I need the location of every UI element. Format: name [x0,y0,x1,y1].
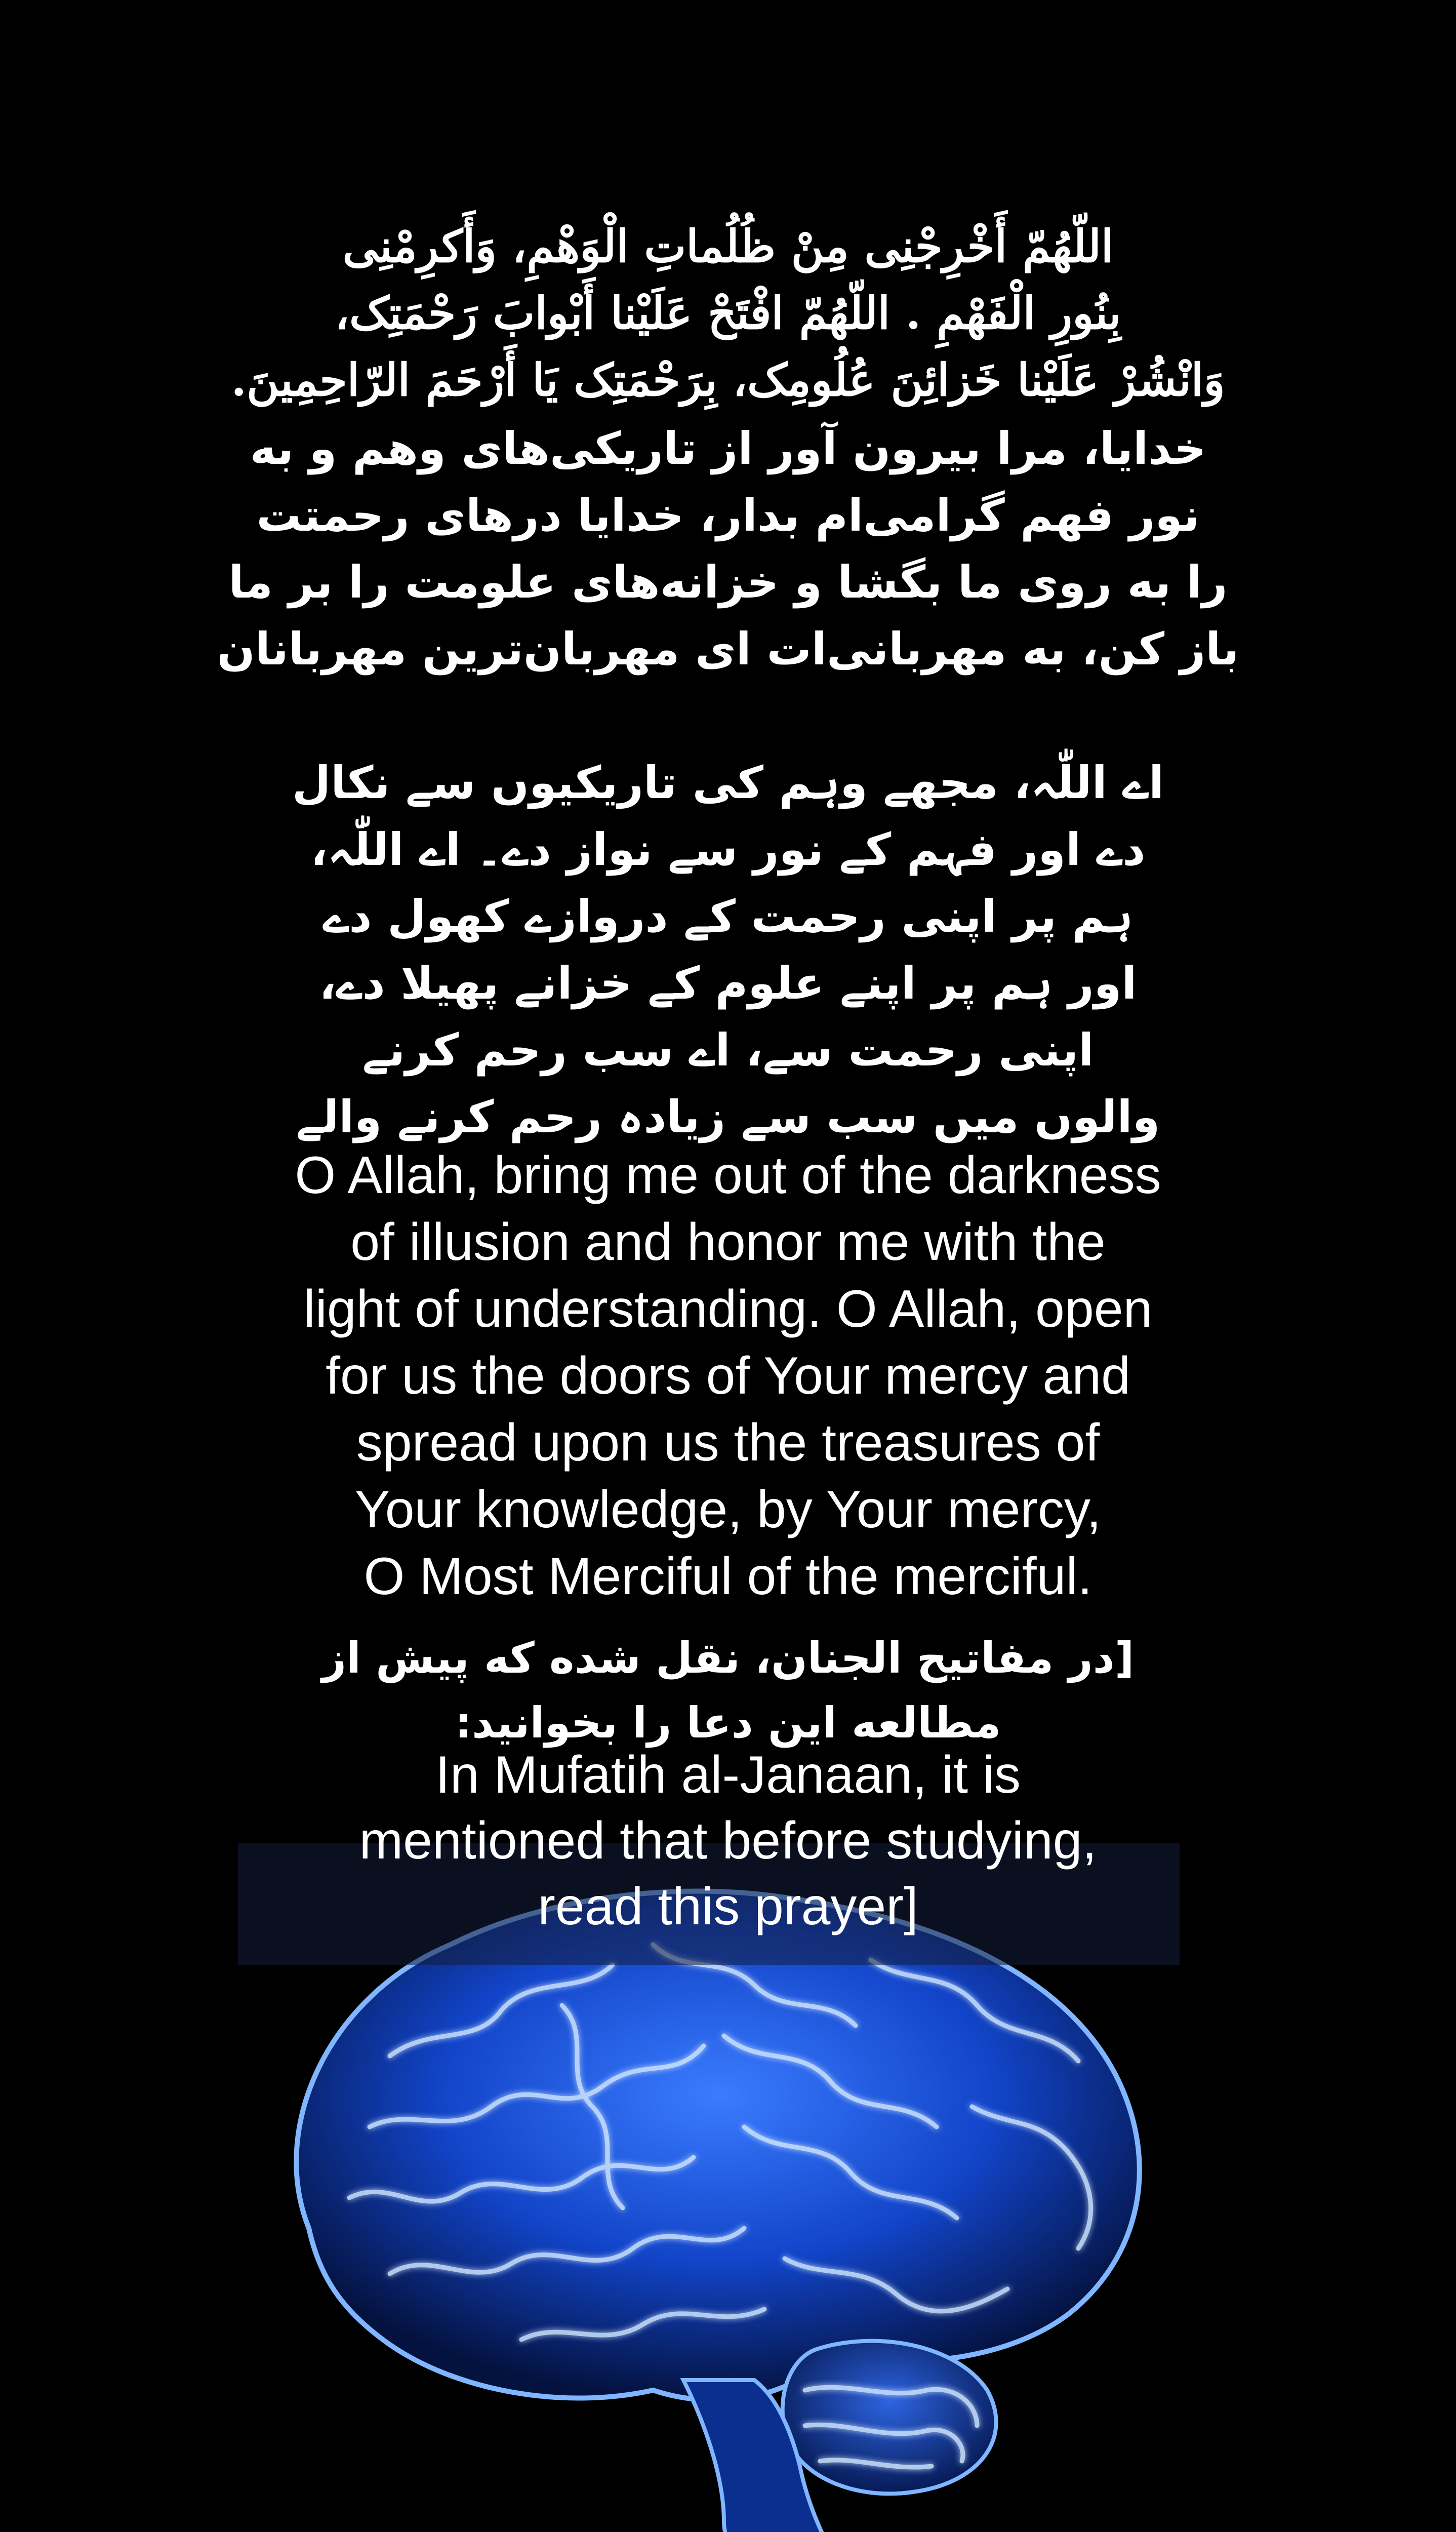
urdu-line: دے اور فہم کے نور سے نواز دے۔ اے اللّٰہ، [310,823,1146,876]
source-note-persian [0,1626,1456,1755]
persian-line: را به روی ما بگشا و خزانه‌های علومت را بر ما [228,556,1228,608]
english-translation [0,1142,1456,1610]
urdu-line: اور ہم پر اپنے علوم کے خزانے پھیلا دے، [319,957,1137,1009]
english-line: spread upon us the treasures of [356,1413,1100,1472]
english-line: of illusion and honor me with the [350,1213,1106,1272]
note-line: [در مفاتیح الجنان، نقل شده که پیش از [321,1633,1135,1683]
note-line: مطالعه این دعا را بخوانید: [455,1698,1001,1748]
urdu-line: اپنی رحمت سے، اے سب رحم کرنے [362,1024,1094,1076]
urdu-translation [0,749,1456,1151]
english-line: light of understanding. O Allah, open [303,1280,1153,1338]
note-line: mentioned that before studying, [359,1811,1097,1870]
urdu-line: والوں میں سب سے زیادہ رحم کرنے والے [296,1091,1160,1143]
english-line: O Most Merciful of the merciful. [363,1547,1093,1606]
arabic-prayer [0,213,1456,413]
persian-line: نور فهم گرامی‌ام بدار، خدایا درهای رحمتت [256,489,1200,541]
persian-translation [0,415,1456,683]
arabic-line: اللّهُمّ أَخْرِجْنِی مِنْ ظُلُماتِ الْوَهْمِ، وَأَکرِمْنِی [342,220,1114,272]
note-line: In Mufatih al-Janaan, it is [435,1746,1021,1804]
english-line: O Allah, bring me out of the darkness [295,1146,1161,1205]
arabic-line: بِنُورِ الْفَهْمِ . اللّهُمّ افْتَحْ عَلَیْنا أَبْوابَ رَحْمَتِک، [335,287,1121,339]
urdu-line: ہم پر اپنی رحمت کے دروازے کھول دے [322,890,1134,942]
source-note-english [0,1742,1456,1940]
english-line: Your knowledge, by Your mercy, [354,1480,1102,1539]
persian-line: باز کن، به مهربانی‌ات ای مهربان‌ترین مهربانان [217,623,1239,675]
note-line: read this prayer] [538,1877,918,1936]
english-line: for us the doors of Your mercy and [326,1347,1130,1405]
urdu-line: اے اللّٰہ، مجھے وہم کی تاریکیوں سے نکال [292,757,1164,809]
arabic-line: وَانْشُرْ عَلَیْنا خَزائِنَ عُلُومِک، بِرَحْمَتِک یَا أَرْحَمَ الرّاحِمِینَ. [231,353,1225,406]
persian-line: خدایا، مرا بیرون آور از تاریکی‌های وهم و به [250,422,1206,474]
